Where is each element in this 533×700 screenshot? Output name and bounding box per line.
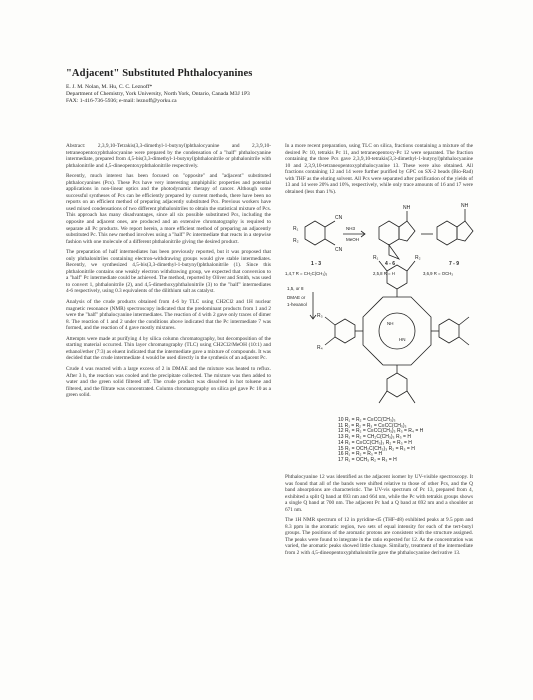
affiliation: Department of Chemistry, York University, North York, Ontario, Canada M3J 1P3 <box>66 91 250 98</box>
reagent-label: DMAE or <box>287 295 306 300</box>
list-item: 13 R₁ = R₂ = CH₂C(CH₃)₃ R₃ = H <box>338 434 411 441</box>
scheme-label: CN <box>335 215 343 221</box>
scheme-label: CN <box>335 247 343 253</box>
authors: E. J. M. Nolan, M. Hu, C. C. Leznoff* <box>66 84 153 90</box>
paper-title: "Adjacent" Substituted Phthalocyanines <box>66 68 253 79</box>
atom-label: NH <box>387 321 394 326</box>
paragraph: Crude 4 was reacted with a large excess of 2 in DMAE and the mixture was heated to reflux. After 3 h, the reaction was cooled and the precipitate collected. The mixture was then added to water and the green solid filtered off. The crude product was dissolved in hot toluene and filtered, and the filtrate was concentrated. Column chromatography on silica gel gave Pc 10 as a green solid. <box>66 365 271 399</box>
list-item: 10 R₁ = R₂ = C≡CC(CH₃)₃ <box>338 417 396 423</box>
reagent-label: 1,5, or 8 <box>287 286 304 291</box>
list-item: 14 R₁ = C≡CC(CH₃)₃ R₂ = R₃ = H <box>338 439 412 446</box>
reagent-label: 1-hexanol <box>287 302 307 307</box>
reagent-label: MeOH <box>346 237 360 242</box>
substituent-label: R₄ <box>317 345 323 351</box>
substituent-list <box>338 418 423 464</box>
right-column-top <box>285 143 473 199</box>
compound-number: 7 - 9 <box>449 261 460 267</box>
paragraph: Phthalocyanine 12 was identified as the adjacent isomer by UV-visible spectroscopy. It was found that all of the bands were shifted relative to those of other Pcs, and the Q band absorptions are characteristic. The UV-vis spectrum of Pc 13, prepared from 4, exhibited a split Q band at 693 nm and 664 nm, while the Pc with tetrakis groups shows a single Q band at 700 nm. The adjacent Pc had a Q band at 692 nm and a shoulder at 671 nm. <box>285 474 473 513</box>
list-item: 12 R₁ = R₂ = C≡CC(CH₃)₃ R₃ = R₄ = H <box>338 428 424 435</box>
substituent-label: R₃ <box>317 313 323 319</box>
paragraph: The 1H NMR spectrum of 12 in pyridine-d5 (THF-d8) exhibited peaks at 9.5 ppm and 8.3 ppm in the aromatic region, two sets of equal intensity for each of the tert-butyl groups. The positions of the aromatic protons are consistent with the structure assigned. The peaks were found to integrate in the ratio expected for 12. As the concentration was varied, the aromatic peaks showed little change. Similarly, treatment of the intermediate from 2 with 4,5-dineopentoxyphthalonitrile gave the phthalocyanine derivative 13. <box>285 517 473 557</box>
reagent-label: NH3 <box>346 226 356 231</box>
compound-number: 4 - 6 <box>385 261 396 267</box>
scheme-label: R₂ <box>293 238 299 244</box>
substituent-label: R₁ <box>373 255 379 261</box>
scheme-label: NH <box>403 205 411 211</box>
benzene-ring <box>305 221 325 245</box>
substituent-key: 1,4,7 R = CH₂C(CH₃)₃ <box>285 271 328 276</box>
paragraph: Analysis of the crude products obtained from 4-6 by TLC using CH2Cl2 and 1H nuclear magnetic resonance (NMR) spectroscopy indicated that the predominant products from 1 and 2 were the "half" phthalocyanine intermediates. The reaction of 4 with 2 gave only traces of dimer 8. The reaction of 1 and 2 under the conditions above indicated that the Pc intermediate 7 was formed, and the reaction of 4 gave mostly mixtures. <box>66 299 271 332</box>
paragraph: The preparation of half intermediates has been previously reported, but it was proposed that only phthalonitriles containing electron-withdrawing groups would give stable intermediates. Recently, we synthesized 4,5-bis(3,3-dimethyl-1-butynyl)phthalonitrile (1). Since this phthalonitrile contains one weakly electron withdrawing group, we expected that conversion to a "half" Pc intermediate could be achieved. The method, reported by Oliver and Smith, was used to convert 1, phthalonitrile (2), and 4,5-dimethoxyphthalonitrile (3) to the "half" intermediates 4-6 respectively, using 0.3 equivalents of the dilithium salt as catalyst. <box>66 249 271 295</box>
paragraph: Attempts were made at purifying 4 by silica column chromatography, but decomposition of the starting material occurred. Thin layer chromatography (TLC) using CH2Cl2/MeOH (10:1) and ethanol/ether (7:3) as eluent indicated that the intermediate gave a mixture of compounds. It was decided that the crude intermediate 4 would be used directly in the synthesis of an adjacent Pc. <box>66 335 271 362</box>
substituent-key: 3,6,9 R = OCH₃ <box>423 271 454 276</box>
scheme-label: R₁ <box>293 226 299 232</box>
fax-email: FAX: 1-416-736-5936; e-mail: leznoff@yorku.ca <box>66 98 177 105</box>
atom-label: HN <box>399 337 406 342</box>
list-item: 15 R₁ = OCH₂C(CH₃)₃ R₂ = R₃ = H <box>338 445 415 452</box>
list-item: 16 R₁ = R₂ = R₃ = H <box>338 451 383 458</box>
left-column <box>66 143 271 403</box>
list-item: 11 R₁ = R₂ = R₃ = C≡CC(CH₃)₃ <box>338 422 407 429</box>
list-item: 17 R₁ = OCH₃ R₂ = R₃ = H <box>338 456 397 463</box>
substituent-label: R₂ <box>415 255 421 261</box>
paragraph: In a more recent preparation, using TLC on silica, fractions containing a mixture of the desired Pc 10, tetrakis Pc 11, and tetraneopentoxy-Pc 12 were separated. The fraction containing the three Pcs gave 2,3,9,10-tetrakis(3,3-dimethyl-1-butynyl)phthalocyanine 10 and 2,3,9,10-tetraneopentoxyphthalocyanine 13. These were also obtained. All fractions containing 12 and 14 were further purified by GPC on SX-2 beads (Bio-Rad) with THF as the eluting solvent. All Pcs were separated after purification of the yields of 13 and 14 were 20% and 10%, respectively, while only trace amounts of 16 and 17 were obtained (less than 1%). <box>285 143 473 195</box>
author-block <box>66 84 296 106</box>
right-column-bottom <box>285 474 473 561</box>
abstract: Abstract: 2,3,9,10-Tetrakis(3,3-dimethyl-1-butynyl)phthalocyanine and 2,3,9,10-tetraneopentoxyphthalocyanine were prepared by the condensation of a "half" phthalocyanine intermediate, prepared from 4,5-bis(3,3-dimethyl-1-butynyl)phthalonitrile or phthalonitrile with phthalonitrile and 4,5-dineopentoxyphthalonitrile respectively. <box>66 143 271 169</box>
paragraph: Recently, much interest has been focused on "opposite" and "adjacent" substituted phthalocyanines (Pcs). These Pcs have very interesting amphiphilic properties and potential applications in non-linear optics and the photodynamic therapy of cancer. Although some successful syntheses of Pcs can be efficiently prepared by current methods, there have been no reports on an efficient method of preparing adjacently substituted Pcs. Previous workers have used mixed condensations of two different phthalonitriles to obtain the statistical mixture of Pcs. This approach has many disadvantages, since all six possible substituted Pcs, including the opposite and adjacent ones, are produced and an extensive chromatography is required to separate all Pc products. We report herein, a more efficient method of preparing an adjacently substituted Pc. This new method involves using a "half" Pc intermediate that reacts in a stepwise fashion with one molecule of a different phthalonitrile giving the desired product. <box>66 173 271 245</box>
compound-number: 1 - 3 <box>311 261 322 267</box>
scheme-label: NH <box>461 203 469 209</box>
phthalocyanine-core <box>325 261 469 403</box>
substituent-key: 2,5,8 R = H <box>373 271 395 276</box>
